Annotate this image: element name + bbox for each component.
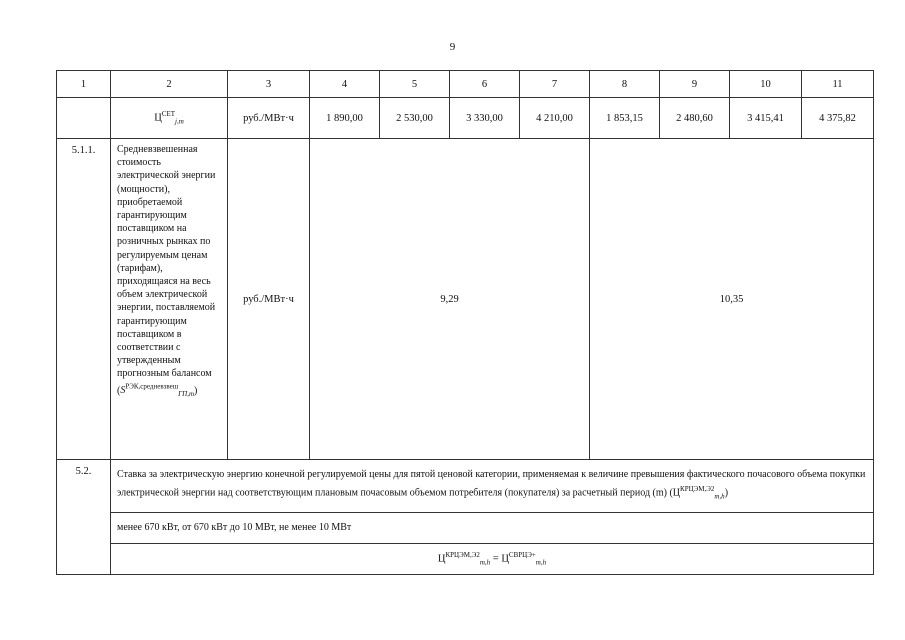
col-header: 2 — [111, 71, 228, 98]
row-5-1-1 — [57, 139, 874, 460]
value-cell: 3 415,41 — [730, 98, 802, 139]
col-header: 11 — [802, 71, 874, 98]
col-header: 6 — [450, 71, 520, 98]
unit-cell: руб./МВт·ч — [228, 98, 310, 139]
col-header: 5 — [380, 71, 450, 98]
col-header: 3 — [228, 71, 310, 98]
col-header: 10 — [730, 71, 802, 98]
header-row — [57, 71, 874, 98]
row-number: 5.2. — [57, 460, 111, 575]
col-header: 7 — [520, 71, 590, 98]
range-text: менее 670 кВт, от 670 кВт до 10 МВт, не менее 10 МВт — [111, 513, 874, 544]
tariff-symbol: $Ц^{СЕТ}_{j,m}$ — [111, 98, 228, 139]
row-description: Средневзвешенная стоимость электрической энергии (мощности), приобретаемой гарантирующим поставщиком на розничных рынках по регулируемым ценам (тарифам), приходящаяся на весь объем электрической энергии, поставляемой гарантирующим поставщиком в соответствии с утвержденным прогнозным балансом $(S^{РЭК,средневзвеш}_{ГП,m})$ — [111, 139, 228, 460]
row-number — [57, 98, 111, 139]
value-cell: 4 210,00 — [520, 98, 590, 139]
value-cell: 3 330,00 — [450, 98, 520, 139]
formula-row — [57, 544, 874, 575]
tariff-row — [57, 98, 874, 139]
row-number: 5.1.1. — [57, 139, 111, 460]
value-cell: 2 480,60 — [660, 98, 730, 139]
value-cell: 1 890,00 — [310, 98, 380, 139]
col-header: 4 — [310, 71, 380, 98]
value-cell: 4 375,82 — [802, 98, 874, 139]
value-cell: 1 853,15 — [590, 98, 660, 139]
page-number: 9 — [449, 41, 456, 53]
range-row — [57, 513, 874, 544]
row-5-2 — [57, 460, 874, 513]
col-header: 1 — [57, 71, 111, 98]
merged-value-cell: 9,29 — [310, 139, 590, 460]
merged-value-cell: 10,35 — [590, 139, 874, 460]
col-header: 8 — [590, 71, 660, 98]
col-header: 9 — [660, 71, 730, 98]
unit-cell: руб./МВт·ч — [228, 139, 310, 460]
value-cell: 2 530,00 — [380, 98, 450, 139]
row-5-2-text: Ставка за электрическую энергию конечной регулируемой цены для пятой ценовой категории, применяемая к величине превышения фактического почасового объема покупки электрической энергии над соответствующим плановым почасовым объемом потребителя (покупателя) за расчетный период (m) $(Ц^{КРЦЭМ,Э2}_{m,h})$ — [111, 460, 874, 513]
formula: $Ц^{КРЦЭМ,Э2}_{m,h} = Ц^{СВРЦЭ+}_{m,h}$ — [111, 544, 874, 575]
tariff-table — [56, 70, 874, 575]
